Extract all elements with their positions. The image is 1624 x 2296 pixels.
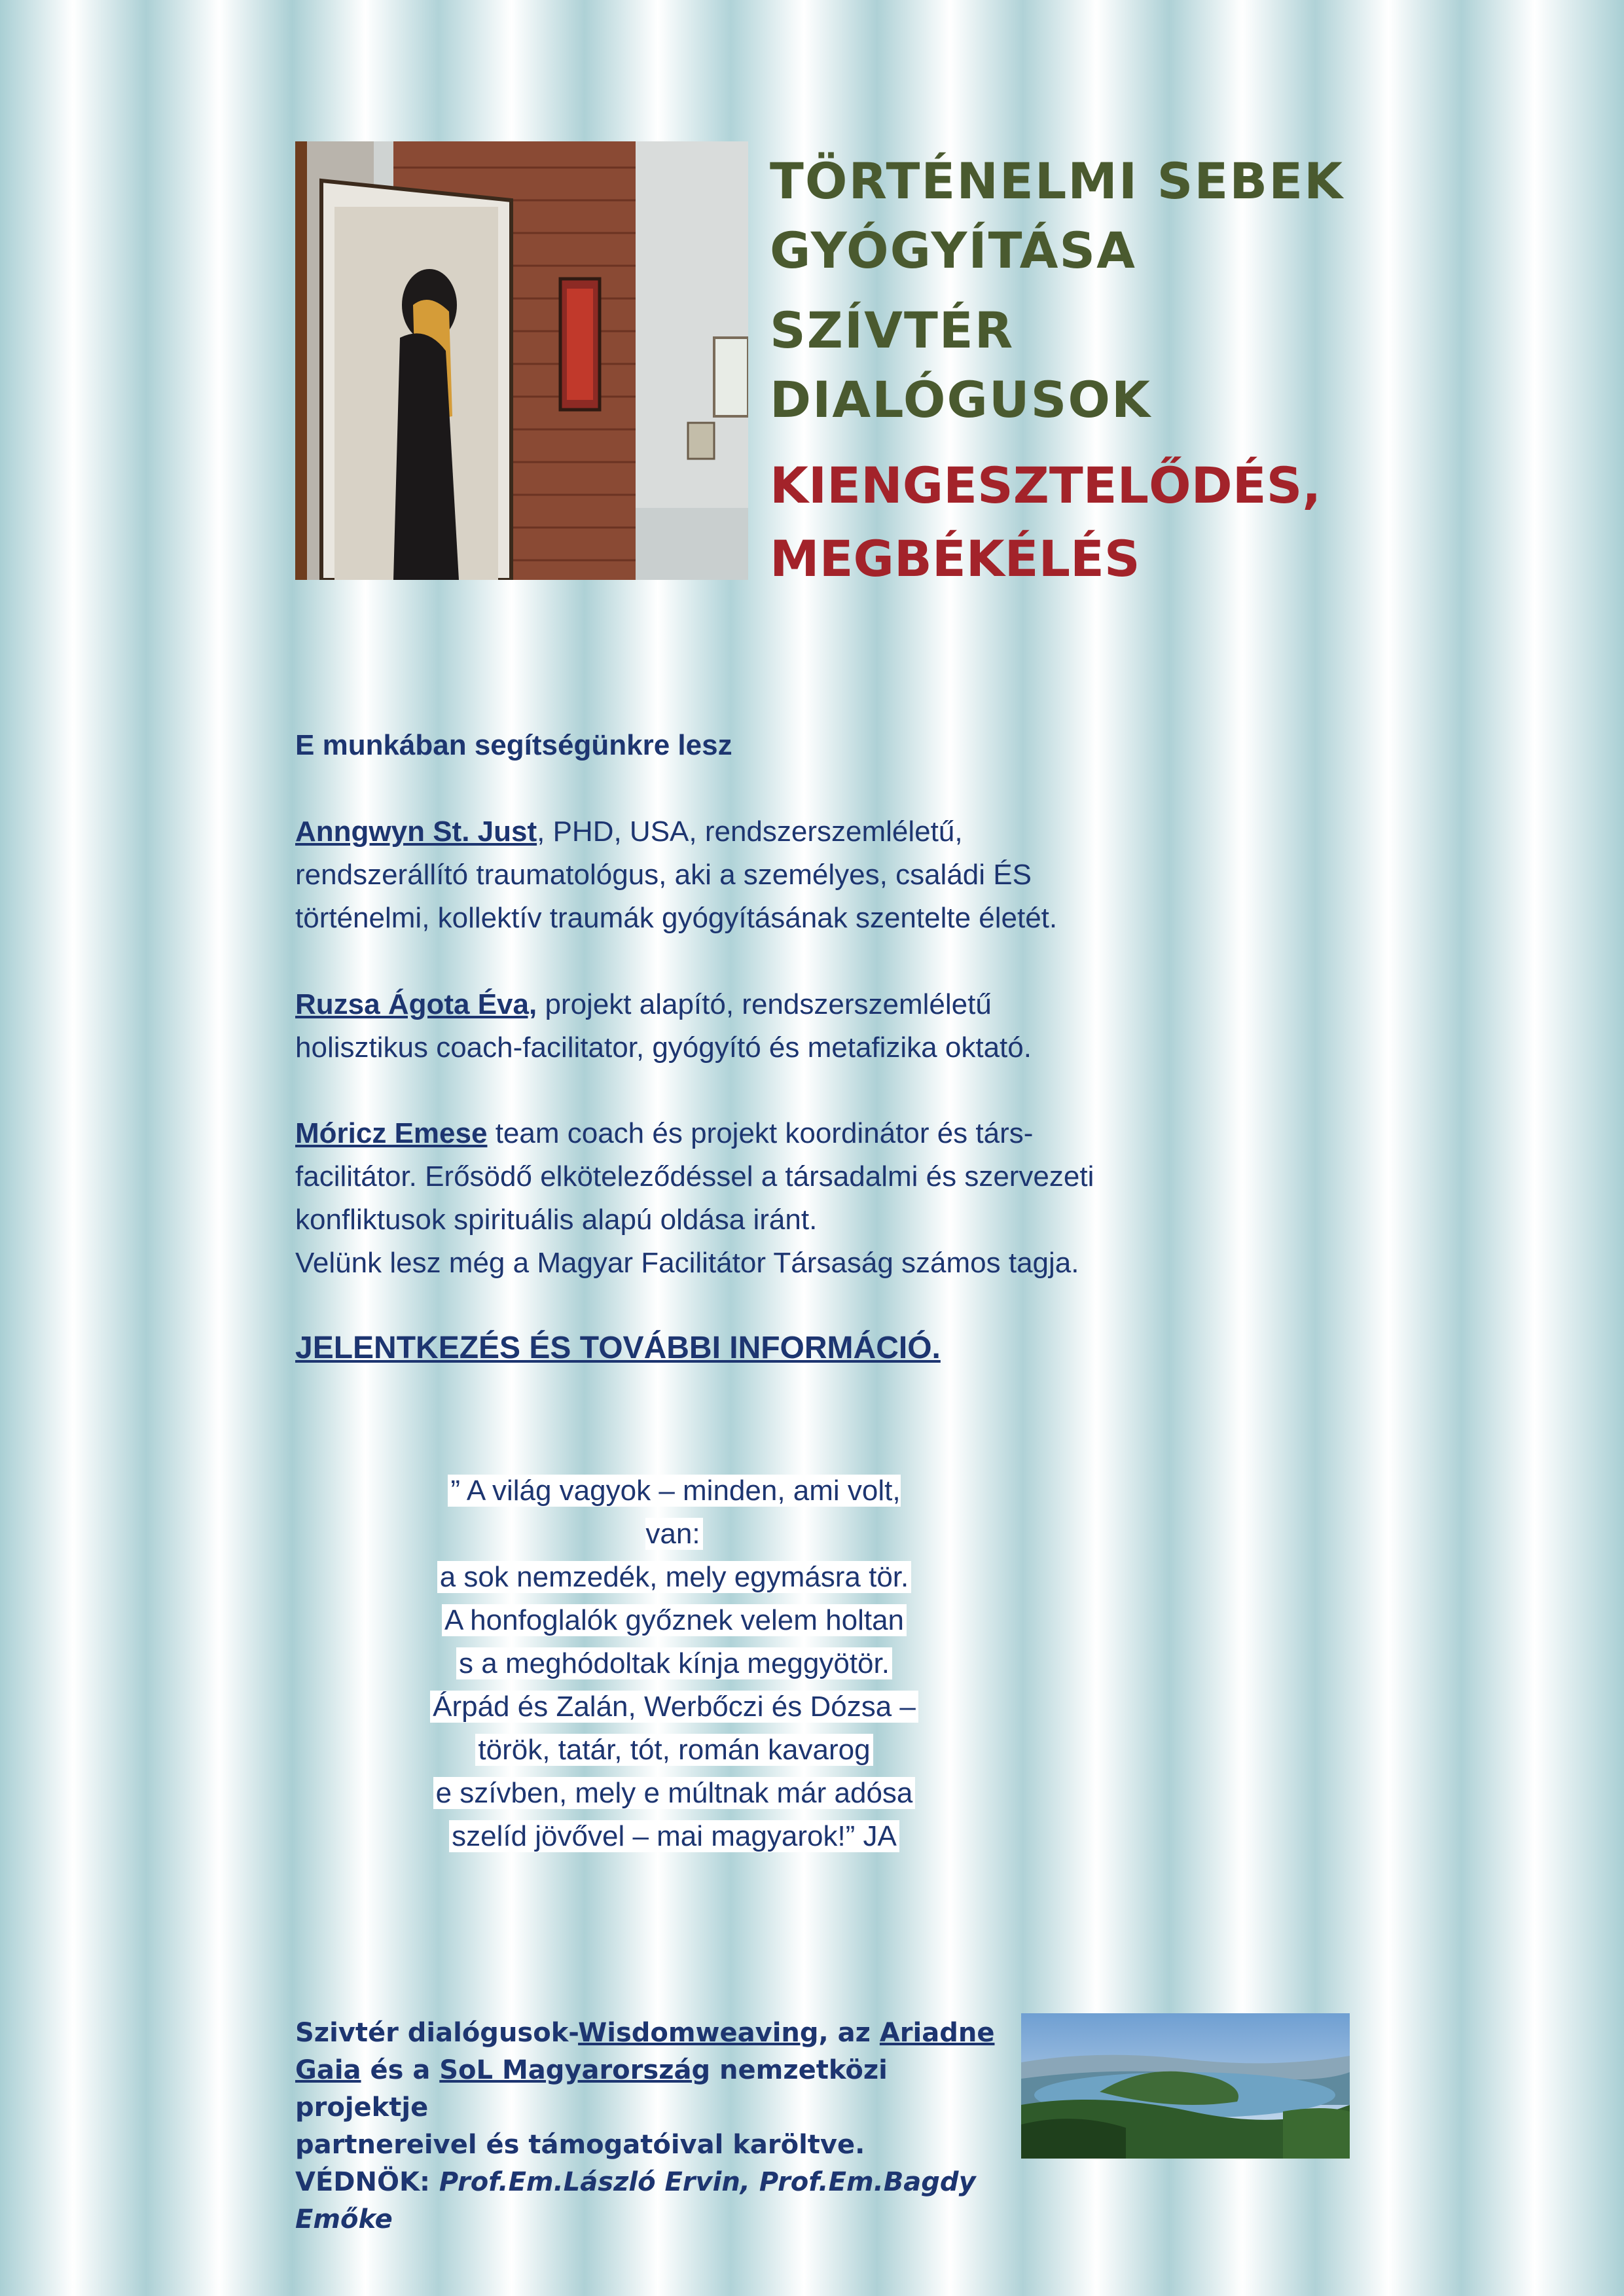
poem-line: e szívben, mely e múltnak már adósa xyxy=(433,1777,916,1809)
title-line: DIALÓGUSOK xyxy=(770,370,1151,429)
title-line: KIENGESZTELŐDÉS, xyxy=(770,456,1322,514)
poem-line: török, tatár, tót, román kavarog xyxy=(475,1734,873,1766)
paragraph-text: konfliktusok spirituális alapú oldása iránt. xyxy=(295,1204,818,1236)
paragraph-text: történelmi, kollektív traumák gyógyításának szentelte életét. xyxy=(295,902,1058,934)
paragraph-text: team coach és projekt koordinátor és társ- xyxy=(487,1117,1034,1149)
poem-line: A honfoglalók győznek velem holtan xyxy=(442,1604,907,1636)
poem-line: ” A világ vagyok – minden, ami volt, van: xyxy=(448,1475,900,1550)
title-block-3 xyxy=(770,449,1321,596)
landscape-photo xyxy=(1021,2013,1350,2159)
gallery-photo xyxy=(295,141,748,580)
paragraph-text: , PHD, USA, rendszerszemléletű, xyxy=(537,816,963,848)
intro-text: E munkában segítségünkre lesz xyxy=(295,729,732,761)
register-link[interactable]: JELENTKEZÉS ÉS TOVÁBBI INFORMÁCIÓ. xyxy=(295,1331,941,1365)
anngwyn-link[interactable]: Anngwyn St. Just xyxy=(295,816,537,848)
title-block-2 xyxy=(770,296,1151,435)
paragraph-text: projekt alapító, rendszerszemléletű xyxy=(537,988,992,1020)
title-line: GYÓGYÍTÁSA xyxy=(770,221,1136,279)
patron-label: VÉDNÖK: xyxy=(295,2167,439,2197)
wisdomweaving-link[interactable]: Wisdomweaving xyxy=(578,2018,819,2048)
patron-names: Prof.Em.László Ervin, Prof.Em.Bagdy Emőke xyxy=(295,2167,976,2234)
poem-line: s a meghódoltak kínja meggyötör. xyxy=(456,1647,892,1679)
poem xyxy=(425,1469,923,1858)
sol-magyarorszag-link[interactable]: SoL Magyarország xyxy=(439,2055,711,2085)
title-block-1 xyxy=(770,147,1344,285)
title-line: MEGBÉKÉLÉS xyxy=(770,529,1140,588)
poem-line: Árpád és Zalán, Werbőczi és Dózsa – xyxy=(430,1691,918,1723)
ariadne-link[interactable]: Ariadne xyxy=(879,2018,995,2048)
title-line: SZÍVTÉR xyxy=(770,301,1015,359)
footer-text-part: partnereivel és támogatóival karöltve. xyxy=(295,2130,865,2160)
footer-text xyxy=(295,2015,1015,2238)
poem-line: szelíd jövővel – mai magyarok!” JA xyxy=(449,1820,899,1852)
paragraph-anngwyn xyxy=(295,810,1107,940)
title-line: TÖRTÉNELMI SEBEK xyxy=(770,152,1344,210)
footer-text-part: , az xyxy=(818,2018,880,2048)
paragraph-moricz xyxy=(295,1112,1107,1285)
paragraph-text: Velünk lesz még a Magyar Facilitátor Társaság számos tagja. xyxy=(295,1247,1079,1279)
paragraph-text: facilitátor. Erősödő elköteleződéssel a társadalmi és szervezeti xyxy=(295,1160,1094,1193)
gaia-link[interactable]: Gaia xyxy=(295,2055,361,2085)
paragraph-ruzsa xyxy=(295,983,1107,1069)
footer-text-part: Szivtér dialógusok- xyxy=(295,2018,579,2048)
paragraph-text: rendszerállító traumatológus, aki a személyes, családi ÉS xyxy=(295,859,1032,891)
footer-text-part: nemzetközi projektje xyxy=(295,2055,888,2123)
paragraph-text: holisztikus coach-facilitator, gyógyító és metafizika oktató. xyxy=(295,1031,1032,1064)
ruzsa-link[interactable]: Ruzsa Ágota Éva, xyxy=(295,988,537,1020)
footer-text-part: és a xyxy=(361,2055,440,2085)
moricz-link[interactable]: Móricz Emese xyxy=(295,1117,488,1149)
poem-line: a sok nemzedék, mely egymásra tör. xyxy=(437,1561,912,1593)
